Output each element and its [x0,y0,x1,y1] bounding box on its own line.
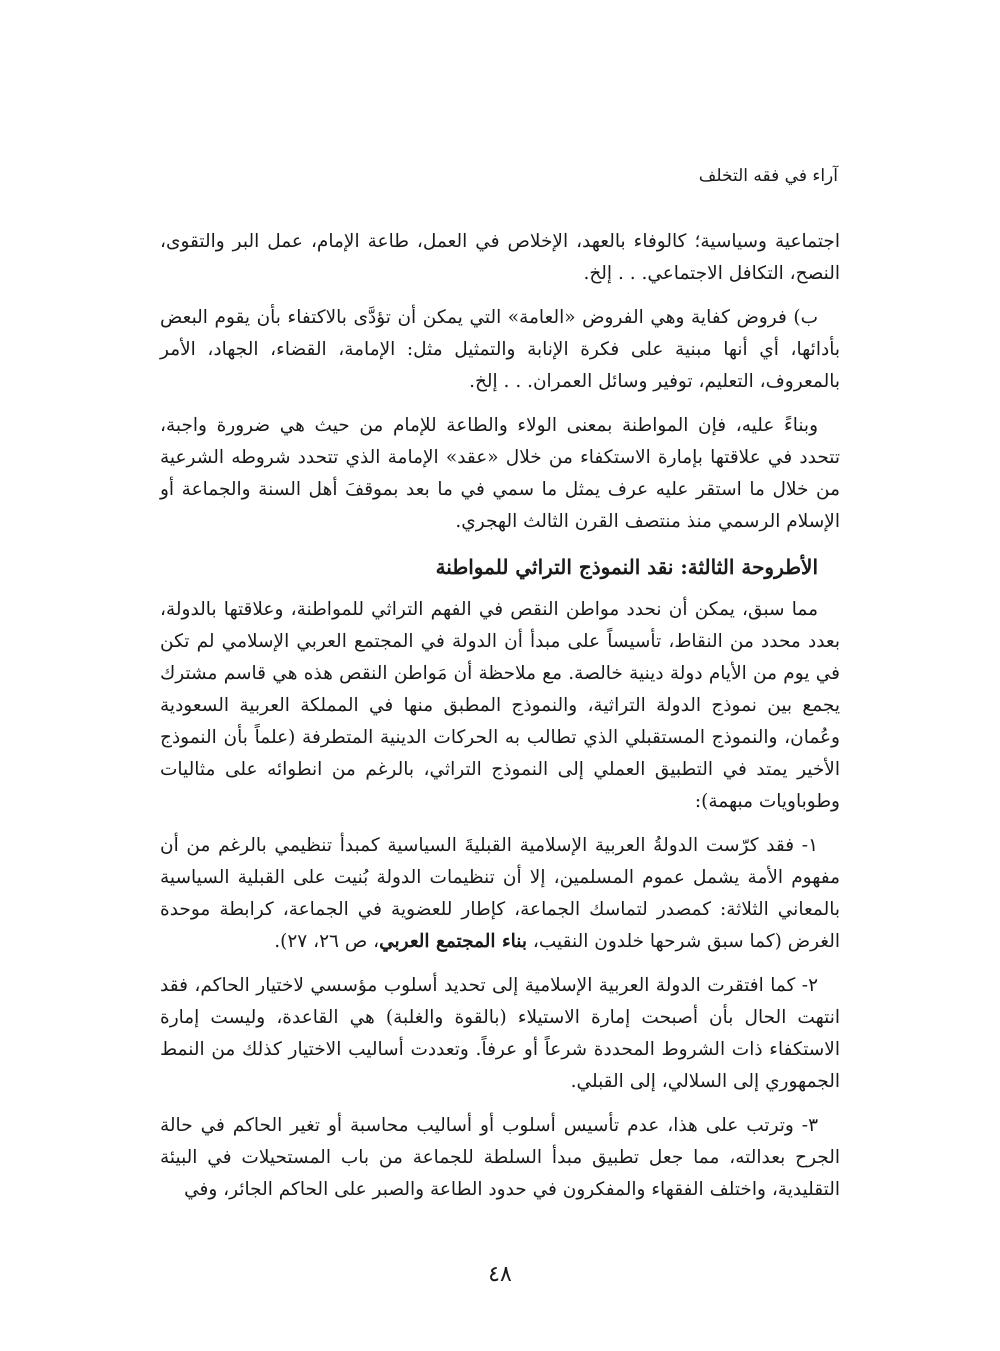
page-number: ٤٨ [488,1262,512,1287]
book-title-reference: بناء المجتمع العربي [379,931,528,952]
paragraph-4: مما سبق، يمكن أن نحدد مواطن النقص في الفهم التراثي للمواطنة، وعلاقتها بالدولة، بعدد محدد من النقاط، تأسيساً على مبدأ أن الدولة في المجتمع العربي الإسلامي لم تكن في يوم من الأيام دولة دينية خالصة. مع ملاحظة أن مَواطن النقص هذه هي قاسم مشترك يجمع بين نموذج الدولة التراثية، والنموذج المطبق منها في المملكة العربية السعودية وعُمان، والنموذج المستقبلي الذي تطالب به الحركات الدينية المتطرفة (علماً بأن النموذج الأخير يمتد في التطبيق العملي إلى النموذج التراثي، بالرغم من انطوائه على مثاليات وطوباويات مبهمة): [160,599,840,812]
paragraph-7: ٣- وترتب على هذا، عدم تأسيس أسلوب أو أساليب محاسبة أو تغير الحاكم في حالة الجرح بعدالته، مما جعل تطبيق مبدأ السلطة للجماعة من باب المستحيلات في البيئة التقليدية، واختلف الفقهاء والمفكرون في حدود الطاعة والصبر على الحاكم الجائر، وفي [160,1115,840,1200]
running-header: آراء في فقه التخلف [698,166,838,186]
paragraph-2: ب) فروض كفاية وهي الفروض «العامة» التي يمكن أن تؤدَّى بالاكتفاء بأن يقوم البعض بأدائها، أي أنها مبنية على فكرة الإنابة والتمثيل مثل: الإمامة، القضاء، الجهاد، الأمر بالمعروف، التعليم، توفير وسائل العمران. . . إلخ. [160,307,840,392]
body-text [160,226,840,1218]
paragraph-1: اجتماعية وسياسية؛ كالوفاء بالعهد، الإخلاص في العمل، طاعة الإمام، عمل البر والتقوى، النصح، التكافل الاجتماعي. . . إلخ. [160,231,841,284]
paragraph-5-text-end: ، ص ٢٦، ٢٧). [274,931,380,952]
paragraph-3: وبناءً عليه، فإن المواطنة بمعنى الولاء والطاعة للإمام من حيث هي ضرورة واجبة، تتحدد في علاقتها بإمارة الاستكفاء من خلال «عقد» الإمامة الذي تتحدد شروطه الشرعية من خلال ما استقر عليه عرف يمثل ما سمي في ما بعد بموقفَ أهل السنة والجماعة أو الإسلام الرسمي منذ منتصف القرن الثالث الهجري. [160,415,840,532]
paragraph-6: ٢- كما افتقرت الدولة العربية الإسلامية إلى تحديد أسلوب مؤسسي لاختيار الحاكم، فقد انتهت الحال بأن أصبحت إمارة الاستيلاء (بالقوة والغلبة) هي القاعدة، وليست إمارة الاستكفاء ذات الشروط المحددة شرعاً أو عرفاً. وتعددت أساليب الاختيار كذلك من النمط الجمهوري إلى السلالي، إلى القبلي. [160,975,840,1092]
paragraph-5 [160,830,840,958]
section-heading: الأطروحة الثالثة: نقد النموذج التراثي للمواطنة [435,555,818,579]
paragraph-5-text-start: ١- فقد كرّست الدولةُ العربية الإسلامية القبليةَ السياسية كمبدأ تنظيمي بالرغم من أن مفهوم الأمة يشمل عموم المسلمين، إلا أن تنظيمات الدولة بُنيت على القبلية السياسية بالمعاني الثلاثة: كمصدر لتماسك الجماعة، كإطار للعضوية في الجماعة، كرابطة موحدة الغرض (كما سبق شرحها خلدون النقيب، [160,835,840,952]
